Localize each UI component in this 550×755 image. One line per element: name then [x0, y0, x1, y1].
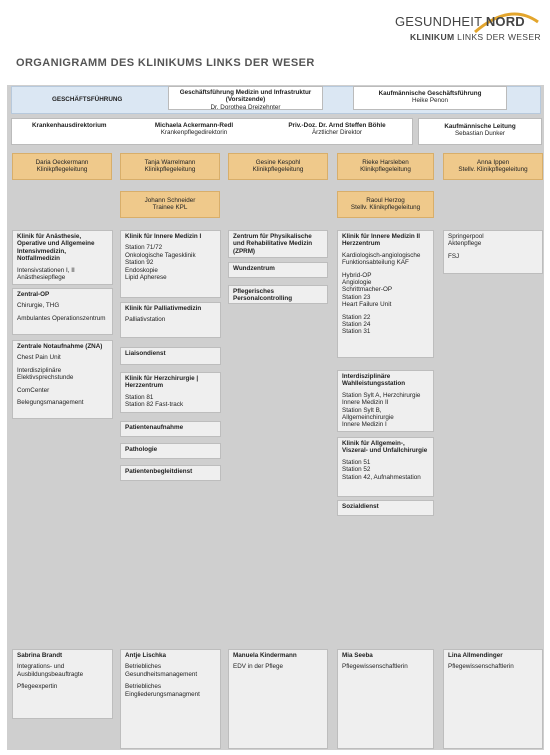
col2-heading-6: Pathologie	[125, 446, 158, 453]
col4-box-4	[337, 500, 434, 516]
sub-lead-name-1: Johann Schneider	[144, 197, 196, 204]
sub-lead-box-1	[120, 191, 220, 218]
bottom-item: Integrations- und Ausbildungsbeauftragte	[17, 663, 84, 678]
col1-item: Ambulantes Operationszentrum	[17, 314, 106, 322]
lead-role-2: Klinikpflegeleitung	[144, 166, 196, 174]
lead-role-5: Stellv. Klinikpflegeleitung	[458, 166, 528, 174]
lead-box-5	[443, 153, 543, 180]
lead-role-3: Klinikpflegeleitung	[252, 166, 304, 174]
col4-item: Kardiologisch-angiologische Funktionsabteilung KAF	[342, 251, 421, 267]
col1-item: ComCenter	[17, 386, 50, 394]
col1-heading-1: Klinik für Anästhesie, Operative und Allgemeine Intensivmedizin, Notfallmedizin	[17, 233, 95, 263]
gf-commercial-title: Kaufmännische Geschäftsführung	[378, 90, 482, 97]
lead-name-1: Daria Oeckermann	[35, 159, 89, 166]
col4-heading-3: Klinik für Allgemein-, Viszeral- und Unfallchirurgie	[342, 440, 428, 455]
col3-heading-2: Wundzentrum	[233, 265, 275, 272]
col1-item: Chirurgie, THG	[17, 302, 60, 310]
col5-box-1	[443, 230, 543, 274]
col2-box-7	[120, 465, 221, 481]
col2-heading-2: Klinik für Palliativmedizin	[125, 305, 202, 312]
page-title: ORGANIGRAMM DES KLINIKUMS LINKS DER WESER	[16, 57, 315, 69]
nursing-director	[150, 122, 238, 137]
col2-heading-1: Klinik für Innere Medizin I	[125, 233, 202, 240]
lead-box-1	[12, 153, 112, 180]
col5-item: Aktenpflege	[448, 240, 482, 248]
bottom-item: Pflegewissenschaftlerin	[342, 663, 408, 671]
gf-commercial-box	[353, 86, 507, 110]
col4-item: Station 31	[342, 328, 371, 336]
gf-label: GESCHÄFTSFÜHRUNG	[52, 96, 123, 103]
gf-medicine-box	[168, 86, 323, 110]
bottom-item: Betriebliches Eingliederungsmanagment	[125, 683, 200, 698]
bottom-item: Betriebliches Gesundheitsmanagement	[125, 663, 198, 678]
col1-heading-3: Zentrale Notaufnahme (ZNA)	[17, 343, 103, 350]
gf-medicine-title: Geschäftsführung Medizin und Infrastruktur (Vorsitzende)	[179, 89, 312, 104]
bottom-box-4	[337, 649, 434, 749]
col5-item: Springerpool	[448, 233, 484, 240]
lead-box-2	[120, 153, 220, 180]
bottom-heading-4: Mia Seeba	[342, 652, 373, 659]
col3-heading-1: Zentrum für Physikalische und Rehabilitative Medizin (ZPRM)	[233, 233, 313, 255]
col2-heading-4: Klinik für Herzchirurgie | Herzzentrum	[125, 375, 199, 390]
bottom-heading-1: Sabrina Brandt	[17, 652, 63, 659]
sub-lead-box-2	[337, 191, 434, 218]
medical-director-role: Ärztlicher Direktor	[311, 129, 363, 137]
col4-item: Station 22	[342, 313, 371, 321]
col4-heading-2: Interdisziplinäre Wahlleistungsstation	[342, 373, 406, 388]
col5-item: FSJ	[448, 252, 460, 260]
lead-box-4	[337, 153, 434, 180]
col4-item: Station 51	[342, 458, 371, 466]
col4-heading-4: Sozialdienst	[342, 503, 379, 510]
col4-box-2	[337, 370, 434, 432]
col4-item: Station Sylt B, Allgemeinchirurgie	[342, 406, 394, 422]
lead-name-3: Gesine Kespohl	[255, 159, 301, 166]
col2-box-4	[120, 372, 221, 413]
medical-director-name: Priv.-Doz. Dr. Arnd Steffen Böhle	[288, 122, 386, 129]
col2-item: Station 81	[125, 393, 154, 401]
col1-heading-2: Zentral-OP	[17, 291, 50, 298]
logo-sub-a: KLINIKUM	[410, 32, 458, 42]
commercial-lead-title: Kaufmännische Leitung	[444, 123, 516, 130]
col4-item: Station 52	[342, 466, 371, 474]
col1-item: Belegungsmanagement	[17, 399, 84, 407]
col2-item: Endoskopie	[125, 266, 158, 274]
col3-box-2	[228, 262, 328, 278]
col2-item: Station 92	[125, 259, 154, 267]
lead-role-1: Klinikpflegeleitung	[36, 166, 88, 174]
col2-box-2	[120, 302, 221, 338]
col2-heading-5: Patientenaufnahme	[125, 424, 184, 431]
col4-box-3	[337, 437, 434, 497]
col2-box-5	[120, 421, 221, 437]
col4-item: Innere Medizin I	[342, 421, 387, 429]
col3-box-3	[228, 285, 328, 304]
col4-box-1	[337, 230, 434, 358]
lead-role-4: Klinikpflegeleitung	[360, 166, 411, 174]
col2-heading-3: Liaisondienst	[125, 350, 166, 357]
sub-lead-role-1: Trainee KPL	[152, 204, 188, 212]
lead-name-2: Tanja Warrelmann	[144, 159, 196, 166]
col4-item: Hybrid-OP	[342, 271, 372, 279]
lead-box-3	[228, 153, 328, 180]
col4-item: Station 24	[342, 321, 371, 329]
col4-item: Heart Failure Unit	[342, 301, 392, 309]
logo-text-b: NORD	[485, 14, 525, 29]
sub-lead-role-2: Stellv. Klinikpflegeleitung	[350, 204, 421, 212]
col2-item: Lipid Apherese	[125, 274, 167, 282]
bottom-item: Pflegeexpertin	[17, 683, 58, 691]
lead-name-5: Anna Ippen	[476, 159, 510, 166]
bottom-box-2	[120, 649, 221, 749]
gf-commercial-name: Heike Penon	[411, 97, 449, 105]
nursing-director-name: Michaela Ackermann-Redl	[154, 122, 234, 129]
col2-item: Onkologische Tagesklinik	[125, 251, 196, 259]
commercial-lead-name: Sebastian Dunker	[454, 130, 506, 138]
col1-box-1	[12, 230, 113, 285]
col1-box-3	[12, 340, 113, 419]
col1-box-2	[12, 288, 113, 335]
bottom-item: EDV in der Pflege	[233, 663, 284, 671]
gf-medicine-name: Dr. Dorothea Dreizehnter	[210, 103, 281, 111]
directorate-label: Krankenhausdirektorium	[32, 122, 107, 129]
bottom-heading-3: Manuela Kindermann	[233, 652, 297, 659]
bottom-item: Pflegewissenschaftlerin	[448, 663, 514, 671]
logo-line2	[410, 32, 545, 42]
col4-item: Innere Medizin II	[342, 399, 389, 407]
col4-item: Angiologie	[342, 279, 372, 287]
col3-heading-3: Pflegerisches Personalcontrolling	[233, 288, 293, 303]
col2-heading-7: Patientenbegleitdienst	[125, 468, 193, 475]
col4-item: Station 23	[342, 293, 371, 301]
col2-box-1	[120, 230, 221, 298]
col2-box-6	[120, 443, 221, 459]
col2-item: Station 82 Fast-track	[125, 401, 184, 409]
sub-lead-name-2: Raoul Herzog	[366, 197, 405, 204]
bottom-heading-5: Lina Allmendinger	[448, 652, 503, 659]
bottom-box-3	[228, 649, 328, 749]
col2-box-3	[120, 347, 221, 365]
medical-director	[283, 122, 391, 137]
logo-sub-b: LINKS DER WESER	[457, 32, 541, 42]
nursing-director-role: Krankenpflegedirektorin	[160, 129, 228, 137]
lead-name-4: Rieke Harsleben	[362, 159, 409, 166]
col2-item: Palliativstation	[125, 316, 166, 324]
col2-item: Station 71/72	[125, 244, 163, 252]
col1-item: Intensivstationen I, II	[17, 266, 75, 274]
col4-heading-1: Klinik für Innere Medizin II Herzzentrum	[342, 233, 421, 248]
col1-item: Anästhesiepflege	[17, 274, 66, 282]
bottom-box-1	[12, 649, 113, 719]
col4-item: Station 42, Aufnahmestation	[342, 473, 421, 481]
col1-item: Interdisziplinäre Elektivsprechstunde	[17, 366, 74, 382]
col4-item: Station Sylt A, Herzchirurgie	[342, 391, 421, 399]
bottom-box-5	[443, 649, 543, 749]
col3-box-1	[228, 230, 328, 258]
bottom-heading-2: Antje Lischka	[125, 652, 166, 659]
commercial-lead-box	[418, 118, 542, 145]
col4-item: Schrittmacher-OP	[342, 286, 393, 294]
col1-item: Chest Pain Unit	[17, 354, 61, 362]
logo-line1	[395, 14, 540, 29]
logo-text-a: GESUNDHEIT	[395, 14, 486, 29]
